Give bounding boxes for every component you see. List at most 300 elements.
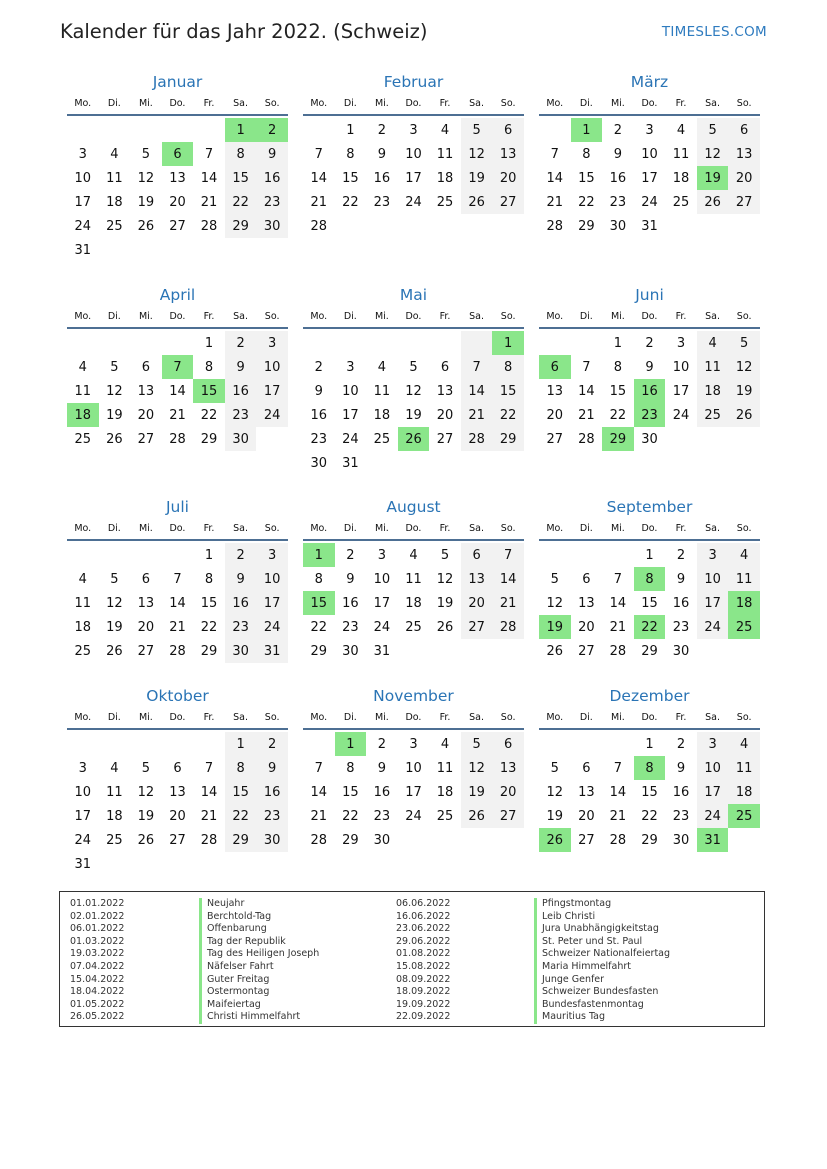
empty-cell: [366, 331, 398, 355]
weekday-label: Do.: [641, 97, 658, 109]
weekday-label: Mi.: [374, 522, 389, 534]
weekday-label: Sa.: [705, 522, 721, 534]
weekday-label: Do.: [169, 97, 186, 109]
weekday-header: [303, 517, 524, 541]
day-cell: 27: [436, 431, 454, 447]
weekday-label: Mi.: [374, 711, 389, 723]
weekday-label: Di.: [343, 97, 357, 109]
weekday-label: Di.: [107, 522, 121, 534]
day-cell: 19: [461, 166, 493, 190]
day-cell: 26: [137, 832, 155, 848]
legend-date: 01.03.2022: [70, 935, 125, 947]
day-cell: 14: [169, 595, 186, 611]
month-title: November: [373, 687, 454, 705]
day-cell: 2: [645, 335, 654, 351]
day-cell: 9: [676, 760, 686, 776]
day-grid: [303, 543, 524, 663]
day-cell: 1: [645, 736, 654, 752]
day-cell: 13: [492, 756, 524, 780]
weekday-label: Do.: [405, 711, 422, 723]
weekday-label: Sa.: [233, 97, 249, 109]
day-cell: 8: [204, 571, 214, 587]
day-cell: 28: [169, 431, 186, 447]
holiday-day-cell: 1: [225, 118, 257, 142]
weekday-label: Mi.: [138, 310, 153, 322]
weekday-label: Mo.: [310, 97, 328, 109]
day-cell: 11: [106, 170, 123, 186]
day-cell: 14: [578, 383, 595, 399]
day-cell: 5: [440, 547, 450, 563]
weekday-label: Di.: [343, 711, 357, 723]
day-cell: 23: [225, 615, 257, 639]
month-3: [67, 285, 288, 451]
page-title: Kalender für das Jahr 2022. (Schweiz): [60, 20, 428, 43]
day-cell: 19: [106, 407, 123, 423]
day-cell: 13: [578, 595, 595, 611]
day-cell: 26: [461, 804, 493, 828]
weekday-label: Mi.: [374, 310, 389, 322]
day-cell: 16: [672, 595, 690, 611]
legend-dates-column-2: [396, 898, 450, 1024]
day-cell: 21: [492, 591, 524, 615]
day-cell: 17: [342, 407, 359, 423]
legend-date: 26.05.2022: [70, 1011, 125, 1023]
weekday-label: Di.: [343, 310, 357, 322]
empty-cell: [571, 543, 603, 567]
day-cell: 3: [409, 122, 418, 138]
month-11: [539, 686, 760, 852]
weekday-label: Mo.: [310, 310, 328, 322]
day-cell: 21: [200, 808, 218, 824]
holiday-day-cell: 26: [398, 427, 430, 451]
day-cell: 29: [225, 214, 257, 238]
day-cell: 30: [609, 218, 627, 234]
holiday-day-cell: 23: [634, 403, 666, 427]
weekday-header: [539, 92, 760, 116]
day-grid: [303, 732, 524, 852]
day-cell: 1: [204, 335, 214, 351]
day-cell: 12: [106, 595, 123, 611]
day-cell: 17: [405, 170, 422, 186]
weekday-label: Fr.: [203, 310, 215, 322]
day-cell: 5: [461, 118, 493, 142]
day-cell: 1: [645, 547, 654, 563]
day-cell: 14: [492, 567, 524, 591]
weekday-label: Fr.: [675, 310, 687, 322]
day-cell: 25: [697, 403, 729, 427]
day-cell: 16: [373, 784, 391, 800]
legend-holiday-name: Maria Himmelfahrt: [534, 961, 670, 974]
day-cell: 12: [137, 784, 155, 800]
day-cell: 9: [256, 142, 288, 166]
day-cell: 13: [169, 784, 186, 800]
day-cell: 15: [342, 170, 359, 186]
month-4: [303, 285, 524, 475]
empty-cell: [539, 543, 571, 567]
day-cell: 14: [200, 170, 218, 186]
day-cell: 4: [728, 543, 760, 567]
day-cell: 14: [310, 170, 328, 186]
weekday-label: Di.: [579, 97, 593, 109]
day-cell: 7: [314, 146, 323, 162]
day-cell: 14: [546, 170, 564, 186]
weekday-label: So.: [264, 522, 280, 534]
day-cell: 17: [256, 591, 288, 615]
legend-holiday-name: Neujahr: [199, 898, 319, 911]
legend-holiday-name: Pfingstmontag: [534, 898, 670, 911]
day-cell: 3: [256, 543, 288, 567]
day-cell: 26: [546, 643, 564, 659]
empty-cell: [539, 732, 571, 756]
weekday-label: Sa.: [469, 310, 485, 322]
day-cell: 9: [377, 760, 387, 776]
legend-holiday-name: Näfelser Fahrt: [199, 961, 319, 974]
day-cell: 27: [169, 218, 186, 234]
day-cell: 11: [106, 784, 123, 800]
weekday-label: So.: [736, 522, 752, 534]
holiday-day-cell: 22: [634, 615, 666, 639]
weekday-label: Mi.: [610, 97, 625, 109]
day-cell: 5: [728, 331, 760, 355]
day-cell: 9: [645, 359, 654, 375]
day-cell: 2: [676, 736, 686, 752]
legend-holiday-name: Maifeiertag: [199, 999, 319, 1012]
day-cell: 3: [676, 335, 686, 351]
weekday-header: [67, 706, 288, 730]
day-cell: 28: [578, 431, 595, 447]
day-cell: 25: [106, 218, 123, 234]
legend-holiday-name: Mauritius Tag: [534, 1011, 670, 1024]
day-cell: 29: [492, 427, 524, 451]
day-cell: 8: [346, 146, 355, 162]
month-title: Januar: [152, 73, 203, 91]
legend-holiday-name: Berchtold-Tag: [199, 911, 319, 924]
holiday-day-cell: 15: [303, 591, 335, 615]
day-cell: 4: [110, 146, 119, 162]
day-cell: 18: [436, 784, 454, 800]
day-cell: 30: [672, 643, 690, 659]
weekday-label: Sa.: [233, 522, 249, 534]
weekday-label: Mo.: [74, 310, 92, 322]
day-grid: [67, 543, 288, 663]
empty-cell: [539, 118, 571, 142]
holiday-day-cell: 26: [539, 828, 571, 852]
holiday-day-cell: 1: [492, 331, 524, 355]
day-cell: 3: [377, 547, 387, 563]
day-cell: 6: [461, 543, 493, 567]
day-cell: 15: [492, 379, 524, 403]
weekday-label: So.: [264, 711, 280, 723]
day-cell: 15: [225, 780, 257, 804]
legend-holiday-name: St. Peter und St. Paul: [534, 936, 670, 949]
weekday-label: Sa.: [469, 711, 485, 723]
day-cell: 5: [697, 118, 729, 142]
day-cell: 11: [74, 383, 92, 399]
day-cell: 28: [200, 218, 218, 234]
day-cell: 10: [405, 146, 422, 162]
weekday-header: [303, 92, 524, 116]
legend-date: 23.06.2022: [396, 923, 451, 935]
day-cell: 23: [225, 403, 257, 427]
day-cell: 7: [613, 571, 623, 587]
day-cell: 20: [137, 407, 155, 423]
day-cell: 15: [342, 784, 359, 800]
day-cell: 26: [106, 431, 123, 447]
day-cell: 22: [200, 619, 218, 635]
day-cell: 26: [436, 619, 454, 635]
day-cell: 19: [546, 808, 564, 824]
day-cell: 1: [346, 122, 355, 138]
month-2: [539, 72, 760, 238]
day-cell: 5: [141, 146, 151, 162]
day-cell: 18: [728, 780, 760, 804]
weekday-label: Mi.: [138, 97, 153, 109]
day-cell: 25: [74, 643, 92, 659]
day-cell: 8: [582, 146, 591, 162]
day-cell: 2: [314, 359, 323, 375]
day-cell: 7: [173, 571, 182, 587]
day-cell: 30: [310, 455, 328, 471]
day-cell: 11: [405, 571, 422, 587]
day-cell: 2: [377, 736, 387, 752]
day-cell: 21: [546, 194, 564, 210]
empty-cell: [99, 331, 131, 355]
day-cell: 26: [461, 190, 493, 214]
legend-date: 19.09.2022: [396, 998, 451, 1010]
empty-cell: [162, 732, 194, 756]
day-cell: 2: [346, 547, 355, 563]
day-cell: 18: [697, 379, 729, 403]
day-cell: 8: [225, 142, 257, 166]
day-cell: 24: [342, 431, 359, 447]
day-cell: 22: [609, 407, 627, 423]
day-cell: 25: [436, 808, 454, 824]
day-cell: 18: [373, 407, 391, 423]
day-grid: [539, 732, 760, 852]
weekday-header: [539, 517, 760, 541]
day-cell: 28: [169, 643, 186, 659]
day-cell: 20: [436, 407, 454, 423]
weekday-label: Mi.: [138, 522, 153, 534]
day-cell: 28: [310, 832, 328, 848]
day-cell: 6: [492, 732, 524, 756]
month-5: [539, 285, 760, 451]
weekday-label: So.: [264, 310, 280, 322]
holiday-day-cell: 18: [728, 591, 760, 615]
empty-cell: [130, 331, 162, 355]
day-cell: 5: [110, 359, 119, 375]
day-cell: 29: [641, 832, 658, 848]
day-cell: 7: [204, 146, 214, 162]
month-8: [539, 497, 760, 663]
day-cell: 3: [645, 122, 654, 138]
weekday-label: Mo.: [546, 310, 564, 322]
legend-holiday-name: Jura Unabhängigkeitstag: [534, 923, 670, 936]
weekday-label: Fr.: [203, 522, 215, 534]
day-cell: 12: [405, 383, 422, 399]
day-cell: 14: [609, 784, 627, 800]
legend-names-column-1: [199, 898, 319, 1024]
legend-date: 15.04.2022: [70, 973, 125, 985]
month-10: [303, 686, 524, 852]
weekday-label: Mo.: [310, 711, 328, 723]
month-0: [67, 72, 288, 262]
day-cell: 29: [342, 832, 359, 848]
empty-cell: [162, 331, 194, 355]
day-cell: 12: [461, 142, 493, 166]
day-cell: 31: [342, 455, 359, 471]
day-cell: 28: [200, 832, 218, 848]
empty-cell: [99, 732, 131, 756]
day-cell: 20: [492, 166, 524, 190]
day-cell: 3: [256, 331, 288, 355]
day-cell: 27: [578, 832, 595, 848]
day-cell: 10: [697, 756, 729, 780]
month-title: September: [606, 498, 693, 516]
month-title: März: [630, 73, 669, 91]
day-cell: 9: [256, 756, 288, 780]
weekday-label: Fr.: [439, 522, 451, 534]
day-cell: 4: [78, 359, 87, 375]
day-cell: 12: [546, 784, 564, 800]
day-cell: 22: [310, 619, 328, 635]
empty-cell: [571, 732, 603, 756]
month-6: [67, 497, 288, 663]
day-cell: 17: [373, 595, 391, 611]
day-cell: 12: [546, 595, 564, 611]
holiday-day-cell: 15: [193, 379, 225, 403]
day-cell: 23: [373, 194, 391, 210]
day-cell: 17: [641, 170, 658, 186]
holiday-day-cell: 19: [539, 615, 571, 639]
legend-date: 18.04.2022: [70, 986, 125, 998]
day-cell: 10: [74, 170, 92, 186]
day-cell: 10: [256, 355, 288, 379]
day-cell: 20: [492, 780, 524, 804]
month-9: [67, 686, 288, 876]
day-cell: 24: [256, 403, 288, 427]
day-cell: 26: [106, 643, 123, 659]
day-cell: 24: [697, 615, 729, 639]
holiday-day-cell: 7: [162, 355, 194, 379]
day-cell: 9: [314, 383, 323, 399]
legend-date: 22.09.2022: [396, 1011, 451, 1023]
day-cell: 5: [550, 571, 559, 587]
day-cell: 4: [377, 359, 387, 375]
day-cell: 24: [641, 194, 658, 210]
day-cell: 22: [342, 194, 359, 210]
day-cell: 27: [578, 643, 595, 659]
weekday-label: Do.: [169, 310, 186, 322]
holiday-day-cell: 8: [634, 567, 666, 591]
weekday-label: Do.: [641, 711, 658, 723]
day-cell: 9: [225, 567, 257, 591]
day-cell: 31: [74, 856, 92, 872]
weekday-header: [67, 305, 288, 329]
day-cell: 27: [137, 643, 155, 659]
day-cell: 24: [74, 832, 92, 848]
holiday-day-cell: 25: [728, 615, 760, 639]
weekday-label: So.: [500, 711, 516, 723]
day-grid: [539, 118, 760, 238]
weekday-label: Fr.: [203, 711, 215, 723]
day-cell: 8: [346, 760, 355, 776]
legend-names-column-2: [534, 898, 670, 1024]
day-cell: 7: [314, 760, 323, 776]
day-cell: 12: [106, 383, 123, 399]
day-grid: [539, 543, 760, 663]
day-cell: 7: [613, 760, 623, 776]
day-cell: 12: [137, 170, 155, 186]
weekday-label: Di.: [579, 711, 593, 723]
day-cell: 24: [672, 407, 690, 423]
day-cell: 21: [578, 407, 595, 423]
day-cell: 18: [106, 194, 123, 210]
day-cell: 27: [728, 190, 760, 214]
weekday-label: Do.: [169, 711, 186, 723]
empty-cell: [193, 118, 225, 142]
month-title: Juni: [635, 286, 664, 304]
day-cell: 31: [256, 639, 288, 663]
weekday-label: So.: [500, 97, 516, 109]
day-cell: 11: [373, 383, 391, 399]
day-cell: 22: [200, 407, 218, 423]
month-title: August: [386, 498, 441, 516]
day-cell: 30: [342, 643, 359, 659]
day-cell: 5: [110, 571, 119, 587]
holiday-day-cell: 18: [67, 403, 99, 427]
day-cell: 13: [137, 595, 155, 611]
day-cell: 23: [256, 190, 288, 214]
day-cell: 13: [492, 142, 524, 166]
day-cell: 10: [672, 359, 690, 375]
holiday-day-cell: 19: [697, 166, 729, 190]
day-cell: 26: [728, 403, 760, 427]
day-cell: 19: [137, 194, 155, 210]
brand-logo[interactable]: TIMESLES.COM: [661, 24, 767, 40]
day-cell: 25: [405, 619, 422, 635]
legend-date: 16.06.2022: [396, 910, 451, 922]
day-cell: 19: [436, 595, 454, 611]
day-cell: 21: [169, 619, 186, 635]
holiday-day-cell: 1: [303, 543, 335, 567]
day-cell: 9: [613, 146, 623, 162]
day-cell: 29: [641, 643, 658, 659]
empty-cell: [67, 331, 99, 355]
empty-cell: [99, 118, 131, 142]
month-title: Februar: [383, 73, 444, 91]
empty-cell: [602, 543, 634, 567]
holiday-day-cell: 6: [539, 355, 571, 379]
holiday-day-cell: 8: [634, 756, 666, 780]
day-cell: 4: [110, 760, 119, 776]
month-title: April: [159, 286, 196, 304]
day-cell: 2: [613, 122, 623, 138]
day-cell: 3: [409, 736, 418, 752]
holiday-day-cell: 29: [602, 427, 634, 451]
day-cell: 31: [641, 218, 658, 234]
holiday-day-cell: 6: [162, 142, 194, 166]
legend-holiday-name: Ostermontag: [199, 986, 319, 999]
day-cell: 6: [141, 571, 151, 587]
legend-date: 01.08.2022: [396, 948, 451, 960]
day-cell: 21: [310, 194, 328, 210]
day-cell: 4: [697, 331, 729, 355]
day-cell: 15: [225, 166, 257, 190]
empty-cell: [162, 118, 194, 142]
day-cell: 16: [256, 166, 288, 190]
day-cell: 17: [74, 194, 92, 210]
